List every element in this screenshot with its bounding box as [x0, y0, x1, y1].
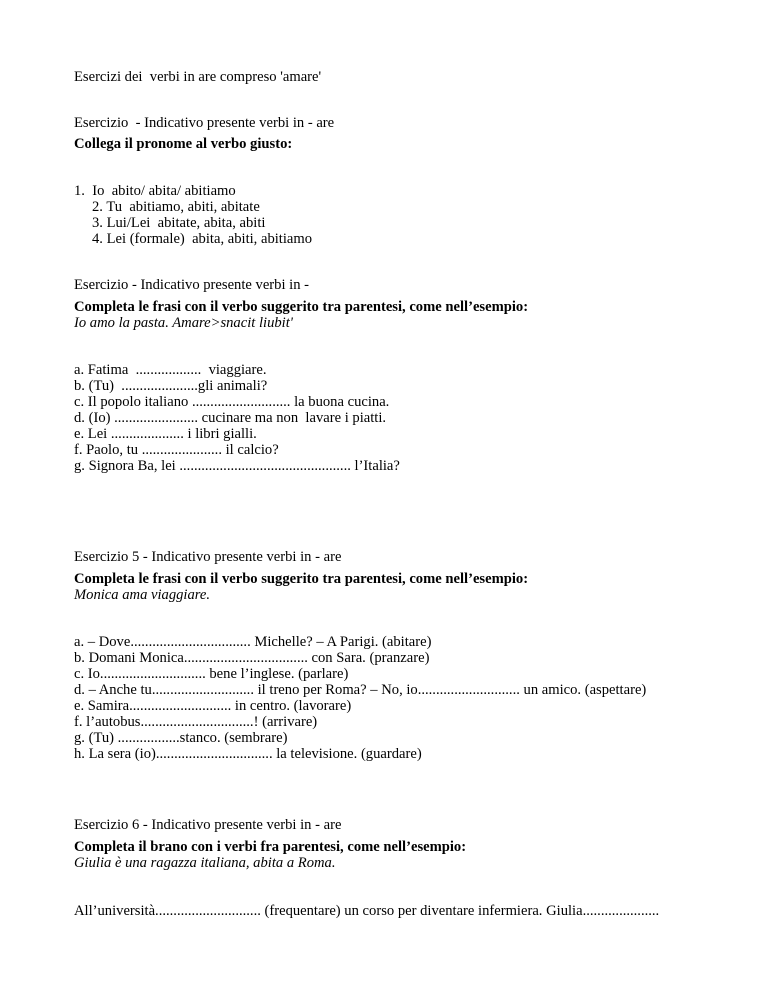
exercise-5-item: f. l’autobus...............................! (arrivare) [74, 714, 318, 730]
exercise-2-item: c. Il popolo italiano ........................... la buona cucina. [74, 394, 390, 410]
exercise-5-heading: Esercizio 5 - Indicativo presente verbi in - are [74, 549, 342, 565]
exercise-5-example: Monica ama viaggiare. [74, 587, 211, 603]
exercise-6-example: Giulia è una ragazza italiana, abita a Roma. [74, 855, 336, 871]
exercise-1-instruction: Collega il pronome al verbo giusto: [74, 136, 293, 152]
exercise-6-paragraph: All’università............................. (frequentare) un corso per diventare infermiera. Giulia..................... [74, 903, 660, 919]
exercise-1-item: 3. Lui/Lei abitate, abita, abiti [92, 215, 266, 231]
exercise-5-item: h. La sera (io)................................ la televisione. (guardare) [74, 746, 422, 762]
exercise-5-item: e. Samira............................ in centro. (lavorare) [74, 698, 352, 714]
exercise-1-item: 2. Tu abitiamo, abiti, abitate [92, 199, 260, 215]
exercise-5-item: a. – Dove................................. Michelle? – A Parigi. (abitare) [74, 634, 432, 650]
exercise-2-item: g. Signora Ba, lei ............................................... l’Italia? [74, 458, 400, 474]
exercise-1-heading: Esercizio - Indicativo presente verbi in - are [74, 115, 335, 131]
exercise-2-instruction: Completa le frasi con il verbo suggerito tra parentesi, come nell’esempio: [74, 299, 529, 315]
exercise-2-example: Io amo la pasta. Amare>snacit liubit' [74, 315, 293, 331]
exercise-5-instruction: Completa le frasi con il verbo suggerito tra parentesi, come nell’esempio: [74, 571, 529, 587]
exercise-2-item: b. (Tu) .....................gli animali? [74, 378, 268, 394]
exercise-5-item: c. Io............................. bene l’inglese. (parlare) [74, 666, 349, 682]
document-title: Esercizi dei verbi in are compreso 'amare' [74, 69, 322, 85]
exercise-2-item: d. (Io) ....................... cucinare ma non lavare i piatti. [74, 410, 387, 426]
exercise-2-item: a. Fatima .................. viaggiare. [74, 362, 267, 378]
exercise-6-heading: Esercizio 6 - Indicativo presente verbi in - are [74, 817, 342, 833]
exercise-6-instruction: Completa il brano con i verbi fra parentesi, come nell’esempio: [74, 839, 467, 855]
exercise-2-item: e. Lei .................... i libri gialli. [74, 426, 257, 442]
exercise-1-item: 4. Lei (formale) abita, abiti, abitiamo [92, 231, 313, 247]
exercise-2-heading: Esercizio - Indicativo presente verbi in - [74, 277, 310, 293]
exercise-5-item: b. Domani Monica.................................. con Sara. (pranzare) [74, 650, 430, 666]
exercise-5-item: d. – Anche tu............................ il treno per Roma? – No, io............................ un amico. (aspettare) [74, 682, 647, 698]
exercise-1-item: 1. Io abito/ abita/ abitiamo [74, 183, 236, 199]
exercise-5-item: g. (Tu) .................stanco. (sembrare) [74, 730, 288, 746]
exercise-2-item: f. Paolo, tu ...................... il calcio? [74, 442, 279, 458]
